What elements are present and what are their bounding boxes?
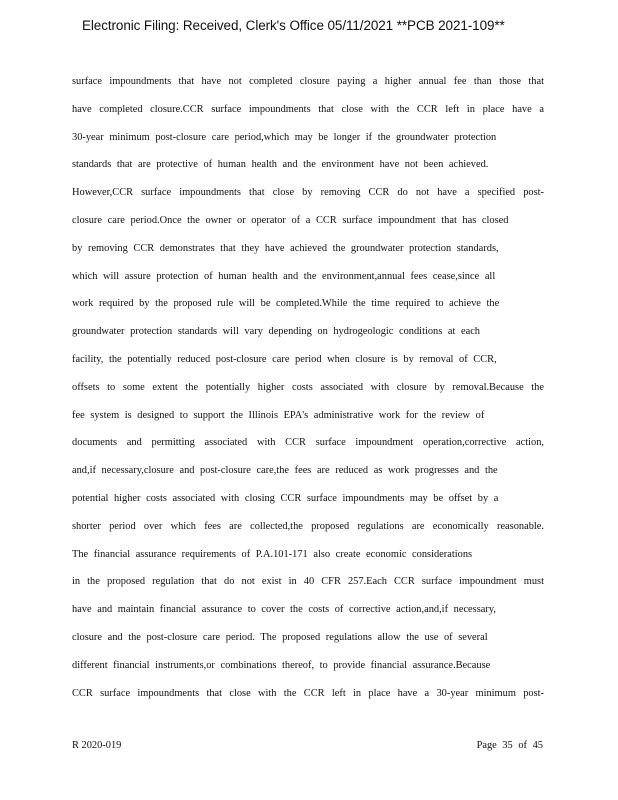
body-line: 30-year minimum post-closure care period,which may be longer if the groundwater protection <box>72 131 497 143</box>
body-line: closure care period.Once the owner or operator of a CCR surface impoundment that has closed <box>72 214 509 226</box>
body-line: documents and permitting associated with CCR surface impoundment operation,corrective action, <box>72 437 544 449</box>
body-line: potential higher costs associated with closing CCR surface impoundments may be offset by a <box>72 492 499 504</box>
filing-stamp-header: Electronic Filing: Received, Clerk's Office 05/11/2021 **PCB 2021-109** <box>82 18 505 33</box>
body-line: facility, the potentially reduced post-closure care period when closure is by removal of CCR, <box>72 353 497 365</box>
body-line: offsets to some extent the potentially higher costs associated with closure by removal.Because the <box>72 381 544 393</box>
body-line: standards that are protective of human health and the environment have not been achieved. <box>72 159 489 171</box>
body-line: which will assure protection of human health and the environment,annual fees cease,since all <box>72 270 496 282</box>
body-line: have completed closure.CCR surface impoundments that close with the CCR left in place have a <box>72 103 544 115</box>
body-line: have and maintain financial assurance to cover the costs of corrective action,and,if necessary, <box>72 604 496 616</box>
body-line: groundwater protection standards will vary depending on hydrogeologic conditions at each <box>72 326 480 338</box>
body-line: CCR surface impoundments that close with the CCR left in place have a 30-year minimum post- <box>72 687 544 699</box>
body-line: different financial instruments,or combinations thereof, to provide financial assurance.Because <box>72 659 491 671</box>
document-body <box>72 68 544 707</box>
body-line: by removing CCR demonstrates that they have achieved the groundwater protection standards, <box>72 242 499 254</box>
body-line: shorter period over which fees are collected,the proposed regulations are economically reasonable. <box>72 520 544 532</box>
body-line: work required by the proposed rule will be completed.While the time required to achieve the <box>72 298 500 310</box>
page-number: Page 35 of 45 <box>476 740 543 751</box>
body-line: closure and the post-closure care period. The proposed regulations allow the use of several <box>72 631 488 643</box>
docket-number: R 2020-019 <box>72 740 122 751</box>
body-line: surface impoundments that have not completed closure paying a higher annual fee than those that <box>72 76 544 87</box>
body-line: and,if necessary,closure and post-closure care,the fees are reduced as work progresses and the <box>72 465 498 477</box>
body-line: The financial assurance requirements of P.A.101-171 also create economic considerations <box>72 548 473 560</box>
body-line: in the proposed regulation that do not exist in 40 CFR 257.Each CCR surface impoundment must <box>72 576 544 588</box>
body-line: fee system is designed to support the Illinois EPA's administrative work for the review of <box>72 409 485 421</box>
body-line: However,CCR surface impoundments that close by removing CCR do not have a specified post- <box>72 187 544 199</box>
